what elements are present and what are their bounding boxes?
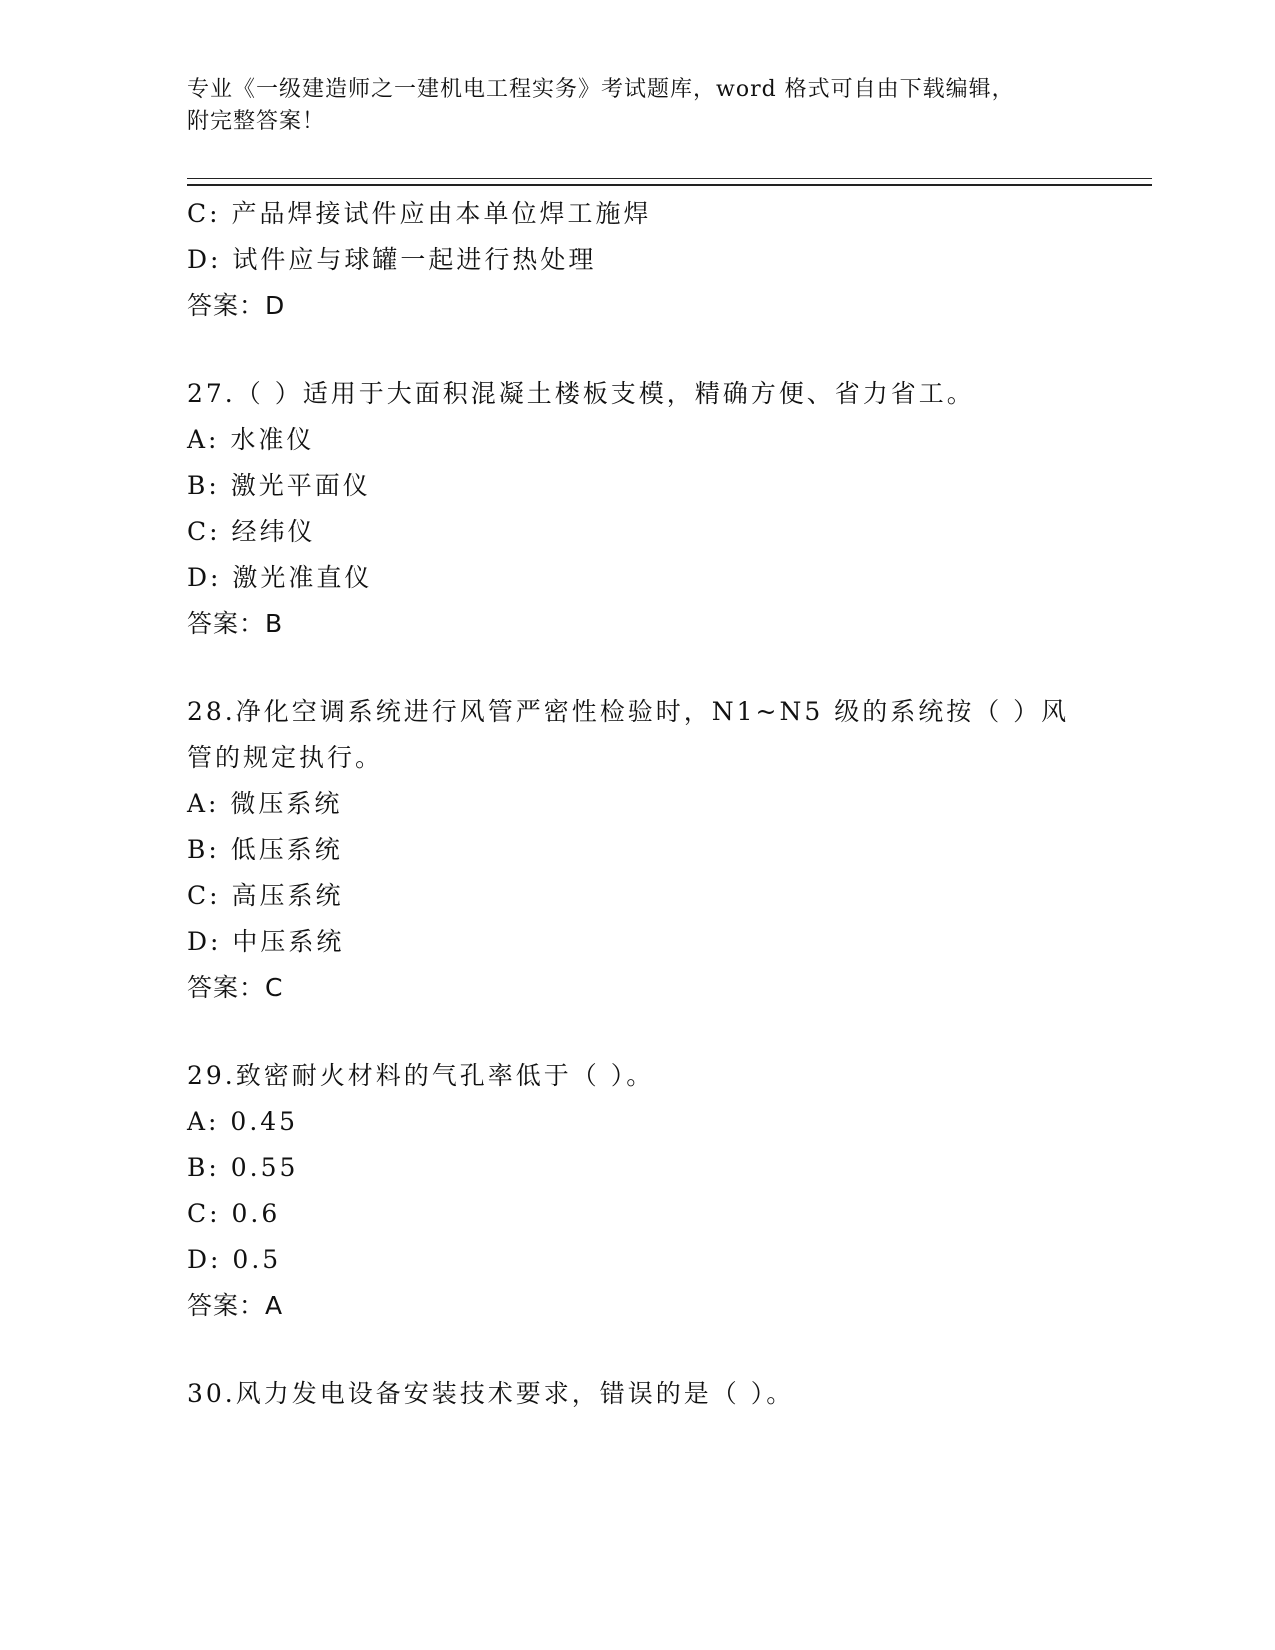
option-c: C: 经纬仪 [187,517,316,546]
answer-line: 答案：C [187,973,284,1002]
option-d: D: 激光准直仪 [187,563,373,592]
question-stem: 29.致密耐火材料的气孔率低于（ ）。 [187,1061,655,1090]
option-c: C: 产品焊接试件应由本单位焊工施焊 [187,199,652,228]
header-divider [187,178,1152,186]
header-line-1: 专业《一级建造师之一建机电工程实务》考试题库，word 格式可自由下载编辑， [187,77,1015,102]
question-27 [187,371,1067,647]
answer-line: 答案：D [187,291,286,320]
question-30 [187,1371,1067,1417]
option-d: D: 0.5 [187,1245,282,1274]
question-29 [187,1053,1067,1329]
spacer [187,1011,1067,1053]
question-stem-line-2: 管的规定执行。 [187,743,384,772]
option-a: A: 微压系统 [187,789,343,818]
question-stem: 30.风力发电设备安装技术要求，错误的是（ ）。 [187,1379,795,1408]
question-list [187,191,1070,1417]
option-a: A: 水准仪 [187,425,315,454]
question-stem-line-1: 28.净化空调系统进行风管严密性检验时，N1~N5 级的系统按（ ）风 [187,697,1070,726]
question-28 [187,689,1070,1011]
option-b: B: 0.55 [187,1153,299,1182]
spacer [187,1329,1067,1371]
option-c: C: 高压系统 [187,881,344,910]
spacer [187,329,1067,371]
option-a: A: 0.45 [187,1107,299,1136]
header-line-2: 附完整答案！ [187,109,326,134]
option-d: D: 中压系统 [187,927,345,956]
page-header [187,74,1087,138]
option-b: B: 低压系统 [187,835,343,864]
answer-line: 答案：A [187,1291,284,1320]
question-26-partial [187,191,1067,329]
option-b: B: 激光平面仪 [187,471,371,500]
spacer [187,647,1067,689]
answer-line: 答案：B [187,609,284,638]
option-d: D: 试件应与球罐一起进行热处理 [187,245,597,274]
question-stem: 27.（ ）适用于大面积混凝土楼板支模，精确方便、省力省工。 [187,379,975,408]
option-c: C: 0.6 [187,1199,281,1228]
